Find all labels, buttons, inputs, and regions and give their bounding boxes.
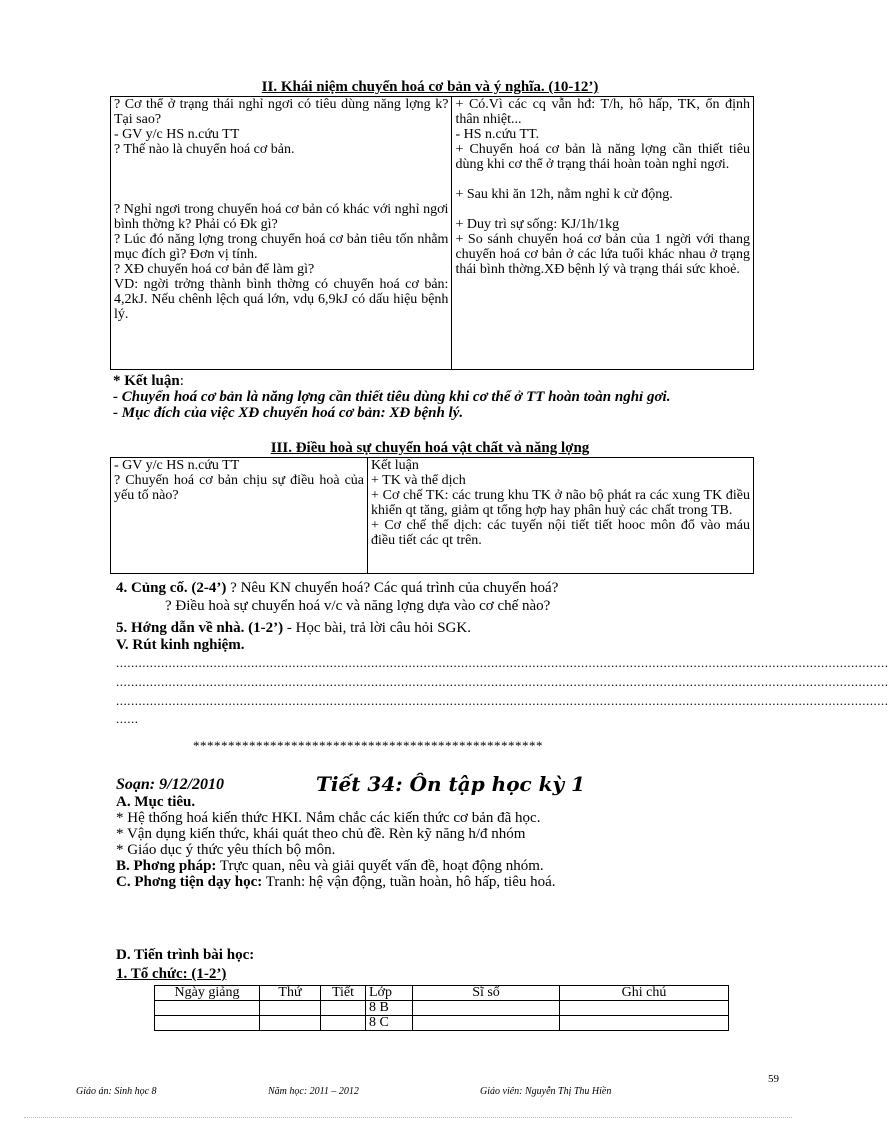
page-number: 59 — [768, 1073, 779, 1085]
process-label: D. Tiến trình bài học: — [116, 947, 255, 963]
left-item: ? Lúc đó năng lợng trong chuyển hoá cơ bản tiêu tốn nhằm mục đích gì? Đơn vị tính. — [114, 232, 449, 262]
table-cell — [155, 1001, 260, 1016]
section-3-right-col — [368, 458, 754, 574]
page-bottom-border — [24, 1117, 792, 1118]
left-item: ? Cơ thể ở trạng thái nghỉ ngơi có tiêu dùng năng lợng k? Tại sao? — [114, 97, 449, 127]
homework-label: 5. Hớng dẫn về nhà. (1-2’) — [116, 620, 284, 636]
conclusion: * Kết luận: - Chuyển hoá cơ bản là năng lợng cần thiết tiêu dùng khi cơ thể ở TT hoàn toàn nghỉ gơi. - Mục đích của việc XĐ chuyển hoá cơ bản: XĐ bệnh lý. — [113, 373, 763, 421]
header-cell: Lớp — [366, 986, 413, 1001]
right-item: + So sánh chuyển hoá cơ bản của 1 ngời với thang chuyển hoá cơ bản ở các lứa tuổi khác nhau ở trạng thái bình thờng.XĐ bệnh lý và trạng thái sức khoẻ. — [455, 232, 750, 277]
footer-right: Giáo viên: Nguyễn Thị Thu Hiền — [480, 1086, 612, 1097]
table-cell — [560, 1016, 729, 1031]
section-2-right-col — [452, 97, 754, 370]
table-row — [155, 1016, 729, 1031]
separator: ************************************************** — [193, 738, 543, 753]
organization-label: 1. Tổ chức: (1-2’) — [116, 966, 227, 982]
left-item: - GV y/c HS n.cứu TT — [114, 127, 240, 142]
experience-label: V. Rút kinh nghiệm. — [116, 637, 245, 653]
table-header-row — [155, 986, 729, 1001]
right-item: + Sau khi ăn 12h, nằm nghỉ k cử động. — [455, 187, 673, 202]
lesson-title: Tiết 34: Ôn tập học kỳ 1 — [316, 772, 586, 796]
consolidation — [116, 580, 558, 597]
left-item: ? XĐ chuyển hoá cơ bản để làm gì? — [114, 262, 315, 277]
right-item: Kết luận — [371, 458, 419, 473]
header-cell: Thứ — [260, 986, 321, 1001]
right-item: + TK và thể dịch — [371, 473, 466, 488]
section-2-table — [110, 96, 754, 370]
conclusion-line-1: - Chuyển hoá cơ bản là năng lợng cần thiết tiêu dùng khi cơ thể ở TT hoàn toàn nghỉ gơi. — [113, 389, 671, 405]
objectives-label: A. Mục tiêu. — [116, 794, 196, 810]
attendance-table — [154, 985, 729, 1031]
conclusion-line-2: - Mục đích của việc XĐ chuyển hoá cơ bản: XĐ bệnh lý. — [113, 405, 464, 421]
section-2-left-col — [111, 97, 452, 370]
header-cell: Ghi chú — [560, 986, 729, 1001]
means-label: C. Phơng tiện dạy học: — [116, 874, 263, 890]
homework — [116, 620, 471, 637]
left-item: - GV y/c HS n.cứu TT — [114, 458, 240, 473]
right-item: - HS n.cứu TT. — [455, 127, 540, 142]
consolidation-question-1: ? Nêu KN chuyển hoá? Các quá trình của chuyển hoá? — [226, 580, 559, 596]
section-3-left-col — [111, 458, 368, 574]
conclusion-heading: * Kết luận — [113, 373, 180, 389]
objective-item: * Vận dụng kiến thức, khái quát theo chủ đề. Rèn kỹ năng h/đ nhóm — [116, 826, 526, 842]
table-cell: 8 B — [366, 1001, 413, 1016]
objective-item: * Giáo dục ý thức yêu thích bộ môn. — [116, 842, 336, 858]
section-2-title: II. Khái niệm chuyển hoá cơ bản và ý nghĩa. (10-12’) — [261, 79, 599, 95]
right-item: + Cơ chế thể dịch: các tuyến nội tiết tiết hooc môn đổ vào máu điều tiết các qt trên. — [371, 518, 750, 548]
section-3-table — [110, 457, 754, 574]
table-cell — [413, 1001, 560, 1016]
header-cell: Ngày giảng — [155, 986, 260, 1001]
consolidation-question-2: ? Điều hoà sự chuyển hoá v/c và năng lợng dựa vào cơ chế nào? — [165, 598, 551, 614]
experience-dotted-line-last: ...... — [116, 711, 139, 726]
table-cell — [155, 1016, 260, 1031]
table-row — [155, 1001, 729, 1016]
homework-text: - Học bài, trả lời câu hỏi SGK. — [283, 620, 471, 636]
experience-dotted-line: .............................................................................................................................................................................................................. — [116, 655, 889, 670]
consolidation-label: 4. Củng cố. (2-4’) — [116, 580, 227, 596]
footer-center: Năm học: 2011 – 2012 — [268, 1086, 359, 1097]
left-item: ? Chuyển hoá cơ bản chịu sự điều hoà của yếu tố nào? — [114, 473, 364, 503]
table-cell — [260, 1016, 321, 1031]
table-cell — [321, 1001, 366, 1016]
left-item: ? Thế nào là chuyển hoá cơ bản. — [114, 142, 295, 157]
experience-dotted-line: .............................................................................................................................................................................................................. — [116, 674, 889, 689]
left-item: VD: ngời trởng thành bình thờng có chuyển hoá cơ bản: 4,2kJ. Nếu chênh lệch quá lớn, vdụ 6,9kJ có dấu hiệu bệnh lý. — [114, 277, 449, 322]
table-cell — [260, 1001, 321, 1016]
footer-left: Giáo án: Sinh học 8 — [76, 1086, 157, 1097]
experience-dotted-line: .............................................................................................................................................................................................................. — [116, 693, 889, 708]
method-text: Trực quan, nêu và giải quyết vấn đề, hoạt động nhóm. — [216, 858, 544, 874]
table-cell — [560, 1001, 729, 1016]
right-item: + Duy trì sự sống: KJ/1h/1kg — [455, 217, 620, 232]
header-cell: Tiết — [321, 986, 366, 1001]
header-cell: Sĩ số — [413, 986, 560, 1001]
means-text: Tranh: hệ vận động, tuần hoàn, hô hấp, tiêu hoá. — [262, 874, 556, 890]
table-cell — [413, 1016, 560, 1031]
right-item: + Có.Vì các cq vẫn hđ: T/h, hô hấp, TK, ổn định thân nhiệt... — [455, 97, 750, 127]
lesson-body — [116, 794, 756, 890]
table-cell: 8 C — [366, 1016, 413, 1031]
method-label: B. Phơng pháp: — [116, 858, 217, 874]
objective-item: * Hệ thống hoá kiến thức HKI. Nắm chắc các kiến thức cơ bản đã học. — [116, 810, 541, 826]
lesson-date: Soạn: 9/12/2010 — [116, 776, 225, 793]
table-cell — [321, 1016, 366, 1031]
left-item: ? Nghỉ ngơi trong chuyển hoá cơ bản có khác với nghỉ ngơi bình thờng k? Phải có Đk gì? — [114, 202, 449, 232]
section-3-title: III. Điều hoà sự chuyển hoá vật chất và năng lợng — [270, 440, 590, 456]
right-item: + Chuyển hoá cơ bản là năng lợng cần thiết tiêu dùng khi cơ thể ở trạng thái hoàn toàn nghỉ ngơi. — [455, 142, 750, 172]
right-item: + Cơ chế TK: các trung khu TK ở não bộ phát ra các xung TK điều khiển qt tăng, giảm qt tổng hợp hay phân huỷ các chất trong TB. — [371, 488, 750, 518]
